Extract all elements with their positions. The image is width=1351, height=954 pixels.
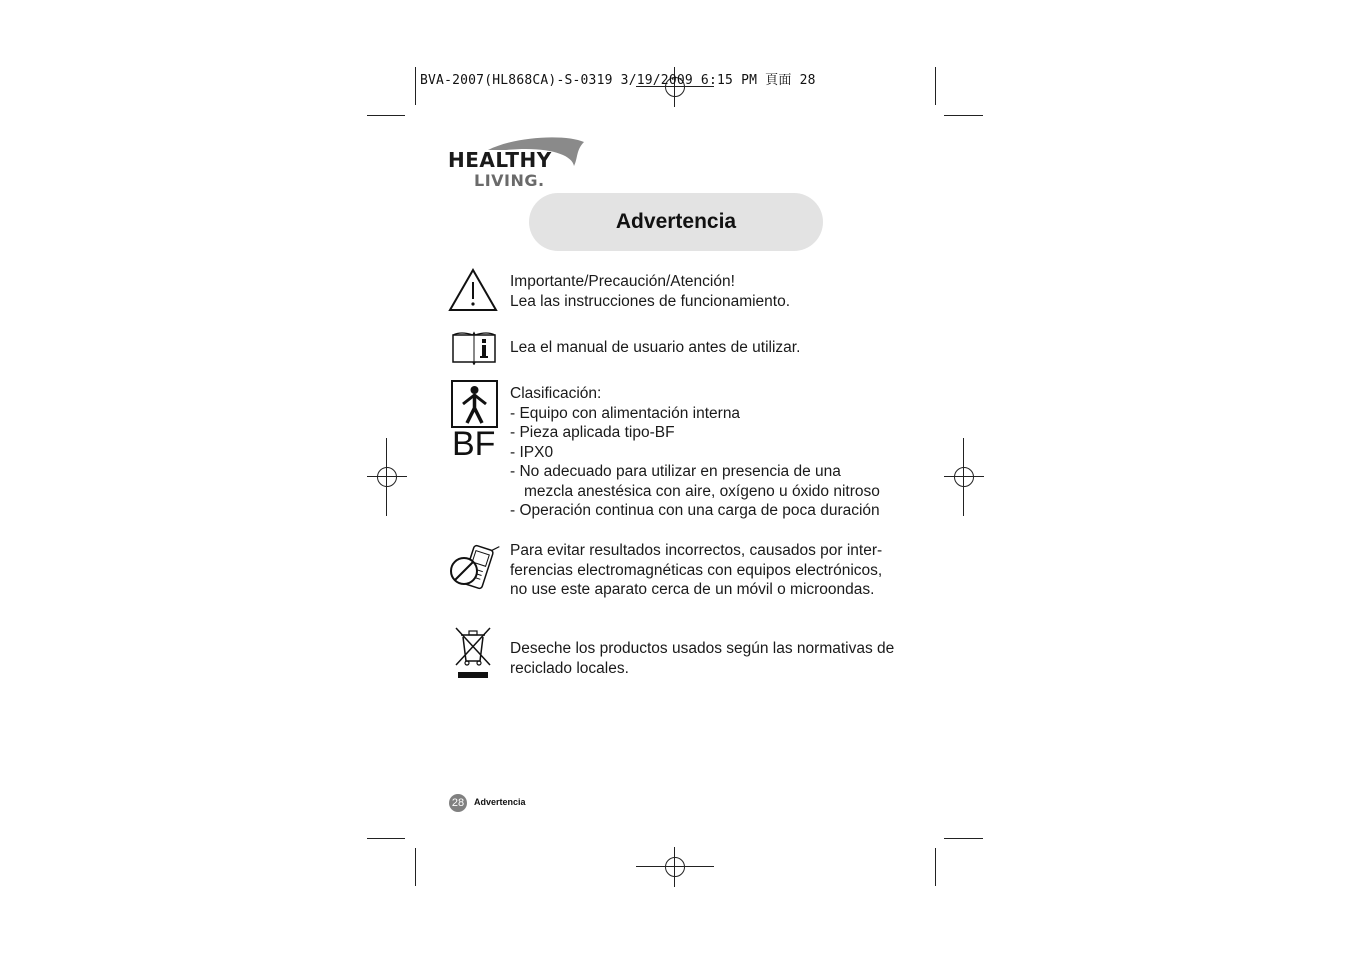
healthy-living-logo bbox=[446, 136, 591, 194]
interference-text bbox=[510, 541, 882, 600]
text-line: Para evitar resultados incorrectos, causados por inter- bbox=[510, 542, 883, 559]
text-line: Lea el manual de usuario antes de utilizar. bbox=[510, 339, 801, 356]
registration-mark-left bbox=[367, 457, 407, 497]
text-line: Clasificación: bbox=[510, 385, 602, 402]
bf-applied-part-icon bbox=[451, 380, 499, 463]
crop-mark bbox=[415, 848, 416, 886]
text-line: Lea las instrucciones de funcionamiento. bbox=[510, 292, 791, 310]
text-line: Deseche los productos usados según las normativas de bbox=[510, 640, 895, 657]
crop-mark bbox=[367, 838, 405, 839]
logo-word-living: LIVING. bbox=[474, 171, 545, 190]
text-line: - Equipo con alimentación interna bbox=[510, 404, 741, 422]
manual-text bbox=[510, 338, 800, 358]
crop-mark bbox=[415, 67, 416, 105]
text-line: reciclado locales. bbox=[510, 659, 629, 677]
text-line: - Pieza aplicada tipo-BF bbox=[510, 424, 675, 441]
page-number-badge: 28 bbox=[449, 794, 467, 812]
classification-text bbox=[510, 384, 880, 521]
bf-label: BF bbox=[452, 425, 496, 463]
section-title-pill bbox=[529, 193, 823, 251]
text-line: - IPX0 bbox=[510, 443, 554, 461]
warning-triangle-icon bbox=[448, 268, 498, 317]
registration-line bbox=[636, 866, 714, 867]
warning-text bbox=[510, 272, 790, 311]
crop-mark bbox=[935, 67, 936, 105]
footer-section-label: Advertencia bbox=[474, 797, 526, 807]
text-line: mezcla anestésica con aire, oxígeno u óxido nitroso bbox=[524, 482, 880, 500]
crop-mark bbox=[944, 838, 983, 839]
print-slug: BVA-2007(HL868CA)-S-0319 3/19/2009 6:15 PM 頁面 28 bbox=[420, 73, 816, 88]
registration-line bbox=[386, 438, 387, 516]
page-title: Advertencia bbox=[615, 210, 737, 233]
crossed-bin-icon bbox=[453, 625, 493, 686]
text-line: - Operación continua con una carga de poca duración bbox=[510, 502, 880, 519]
crop-mark bbox=[944, 115, 983, 116]
logo-word-healthy: HEALTHY bbox=[448, 148, 552, 172]
text-line: no use este aparato cerca de un móvil o microondas. bbox=[510, 581, 875, 598]
registration-mark-right bbox=[944, 457, 984, 497]
registration-line bbox=[963, 438, 964, 516]
text-line: - No adecuado para utilizar en presencia de una bbox=[510, 463, 841, 480]
registration-mark-bottom bbox=[655, 847, 695, 887]
registration-line bbox=[674, 848, 675, 886]
crop-mark bbox=[367, 115, 405, 116]
text-line: ferencias electromagnéticas con equipos electrónicos, bbox=[510, 561, 883, 579]
recycling-text bbox=[510, 639, 894, 678]
text-line: Importante/Precaución/Atención! bbox=[510, 273, 735, 290]
crop-mark bbox=[935, 848, 936, 886]
manual-info-icon bbox=[451, 331, 497, 370]
no-mobile-phone-icon bbox=[448, 543, 500, 600]
